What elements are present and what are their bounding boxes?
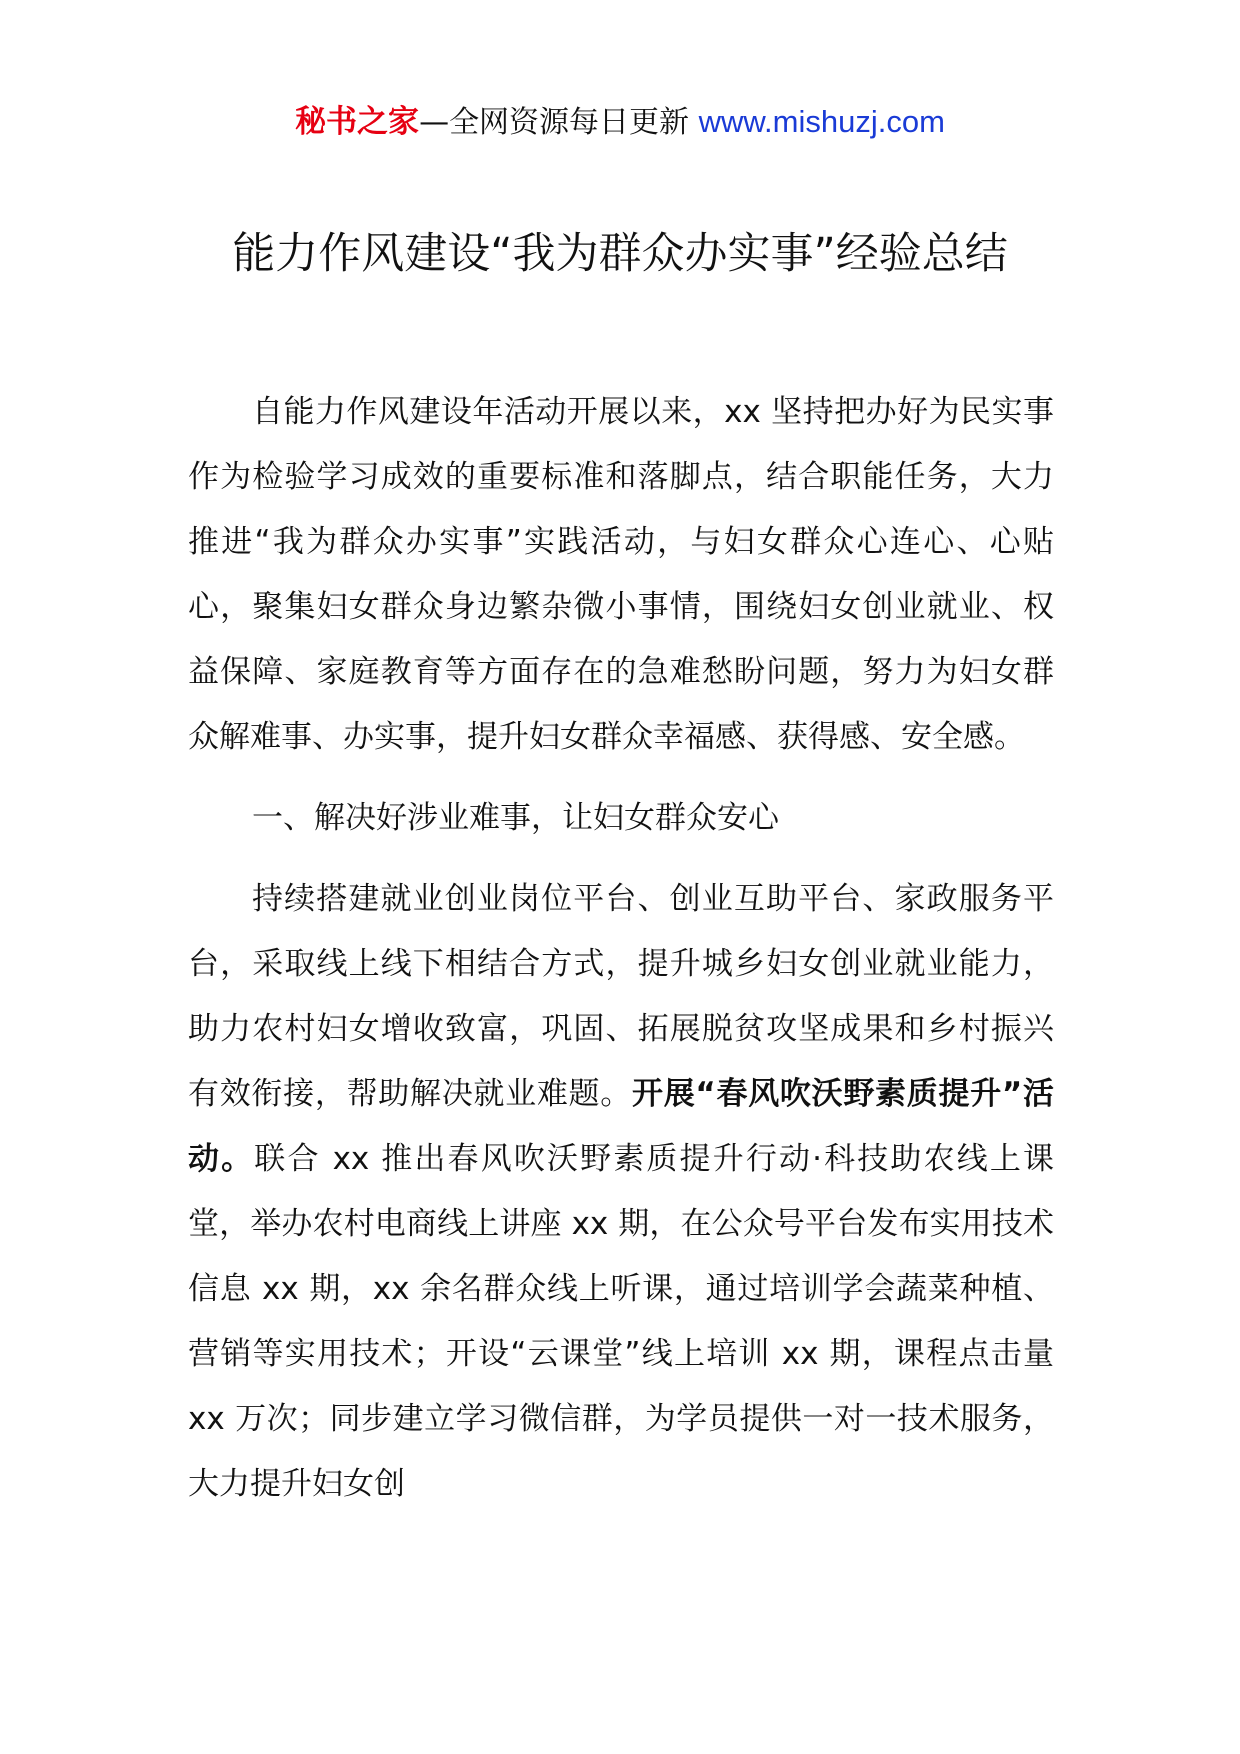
site-url-link[interactable]: www.mishuzj.com — [698, 104, 945, 139]
document-title: 能力作风建设“我为群众办实事”经验总结 — [232, 229, 1008, 279]
header-slogan: —全网资源每日更新 — [419, 105, 690, 140]
section-bold-lead: 开展“春风吹沃野素质提升”活动。 — [188, 1076, 1054, 1177]
document-body — [188, 380, 1054, 1517]
section-text-a: 持续搭建就业创业岗位平台、创业互助平台、家政服务平台，采取线上线下相结合方式，提升城乡妇女创业就业能力，助力农村妇女增收致富，巩固、拓展脱贫攻坚成果和乡村振兴有效衔接，帮助解决就业难题。 — [188, 881, 1054, 1112]
section-paragraph — [188, 867, 1054, 1517]
site-header — [0, 100, 1240, 145]
intro-paragraph: 自能力作风建设年活动开展以来，xx 坚持把办好为民实事作为检验学习成效的重要标准和落脚点，结合职能任务，大力推进“我为群众办实事”实践活动，与妇女群众心连心、心贴心，聚集妇女群众身边繁杂微小事情，围绕妇女创业就业、权益保障、家庭教育等方面存在的急难愁盼问题，努力为妇女群众解难事、办实事，提升妇女群众幸福感、获得感、安全感。 — [188, 394, 1054, 755]
section-text-b: 联合 xx 推出春风吹沃野素质提升行动·科技助农线上课堂，举办农村电商线上讲座 xx 期，在公众号平台发布实用技术信息 xx 期，xx 余名群众线上听课，通过培训学会蔬菜种植、营销等实用技术；开设“云课堂”线上培训 xx 期，课程点击量 xx 万次；同步建立学习微信群，为学员提供一对一技术服务，大力提升妇女创 — [188, 1141, 1054, 1502]
section-heading: 一、解决好涉业难事，让妇女群众安心 — [252, 800, 779, 836]
brand-name: 秘书之家 — [295, 104, 420, 140]
